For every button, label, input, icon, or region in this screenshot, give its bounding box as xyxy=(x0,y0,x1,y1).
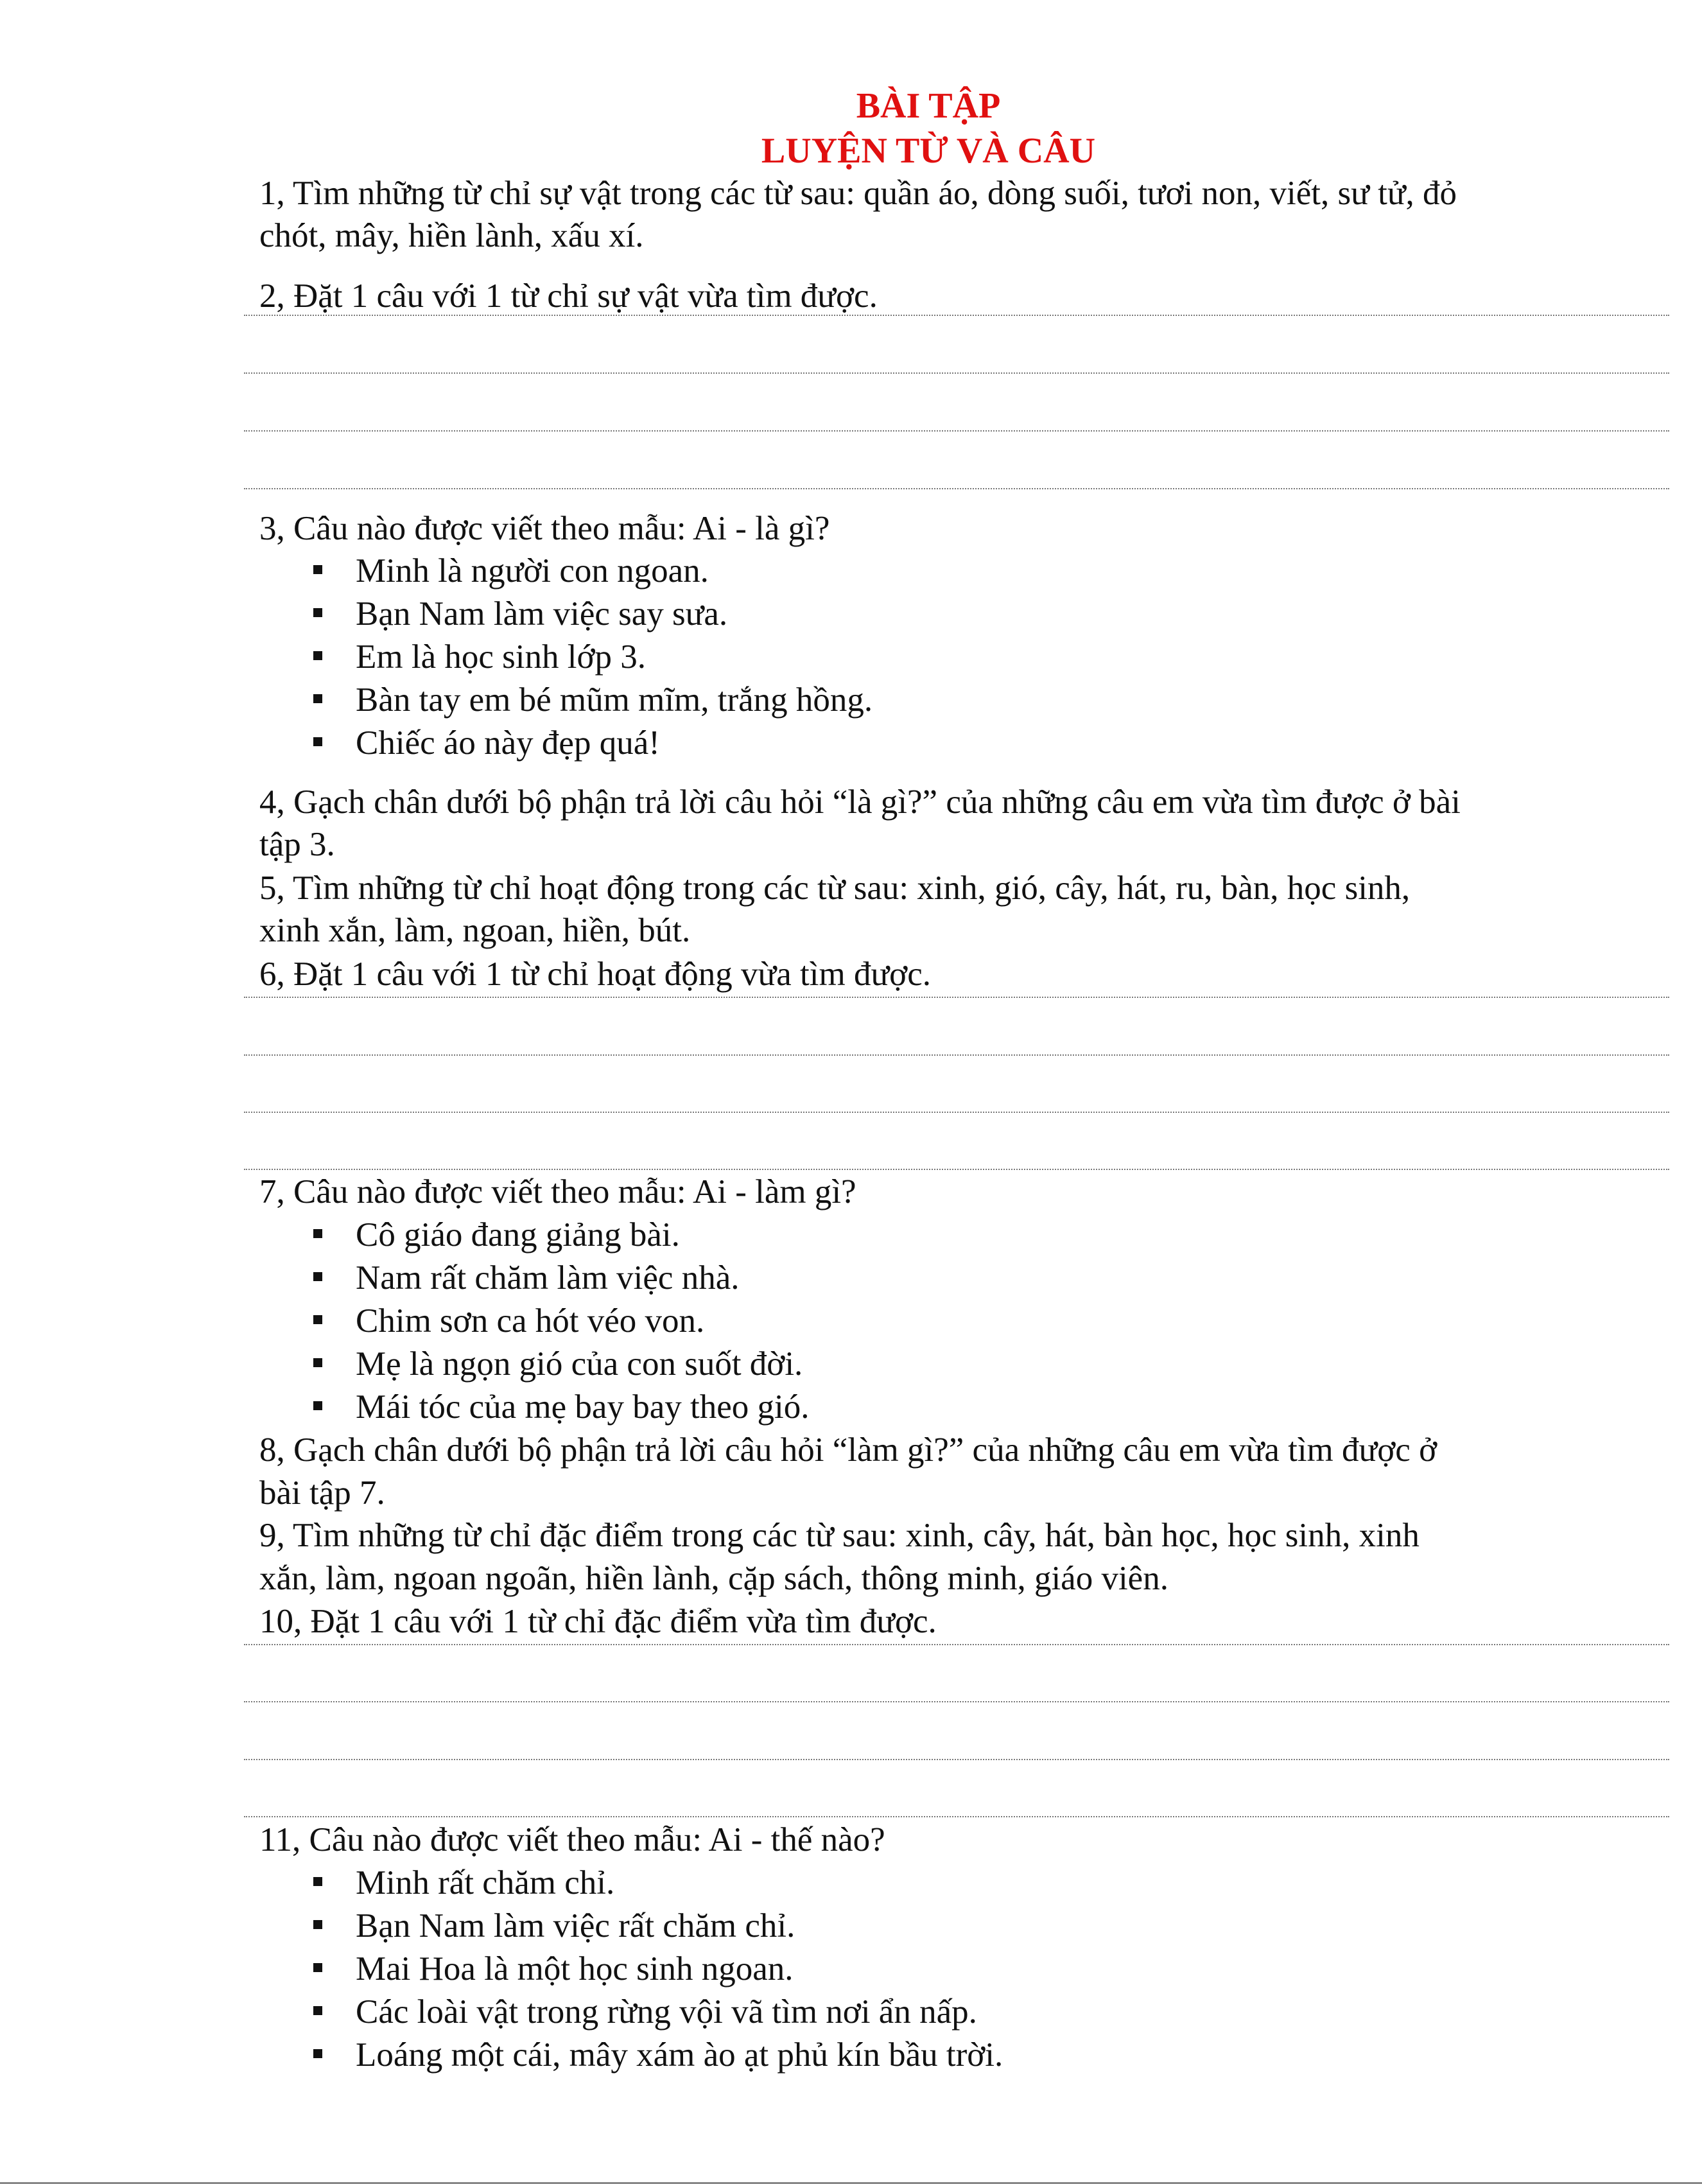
answer-line[interactable] xyxy=(244,488,1669,489)
exercise-5-line-2: xinh xắn, làm, ngoan, hiền, bút. xyxy=(259,912,691,949)
answer-line[interactable] xyxy=(244,1169,1669,1170)
bullet-icon xyxy=(313,737,322,746)
bullet-icon xyxy=(313,2049,322,2058)
answer-line[interactable] xyxy=(244,1759,1669,1760)
exercise-7-option: Mái tóc của mẹ bay bay theo gió. xyxy=(356,1388,810,1426)
bullet-icon xyxy=(313,565,322,574)
answer-line[interactable] xyxy=(244,997,1669,998)
bullet-icon xyxy=(313,1315,322,1324)
answer-line[interactable] xyxy=(244,372,1669,374)
exercise-4-line-2: tập 3. xyxy=(259,826,335,863)
exercise-3-option: Minh là người con ngoan. xyxy=(356,552,709,590)
exercise-7-question: 7, Câu nào được viết theo mẫu: Ai - làm gì? xyxy=(259,1173,856,1210)
answer-line[interactable] xyxy=(244,430,1669,432)
exercise-7-option: Chim sơn ca hót véo von. xyxy=(356,1302,705,1340)
exercise-7-option: Nam rất chăm làm việc nhà. xyxy=(356,1259,740,1297)
exercise-5-line-1: 5, Tìm những từ chỉ hoạt động trong các từ sau: xinh, gió, cây, hát, ru, bàn, học sinh, xyxy=(259,869,1411,907)
exercise-4-line-1: 4, Gạch chân dưới bộ phận trả lời câu hỏi “là gì?” của những câu em vừa tìm được ở bài xyxy=(259,783,1461,821)
bullet-icon xyxy=(313,1920,322,1929)
exercise-11-question: 11, Câu nào được viết theo mẫu: Ai - thế nào? xyxy=(259,1821,885,1858)
exercise-6-prompt: 6, Đặt 1 câu với 1 từ chỉ hoạt động vừa tìm được. xyxy=(259,956,931,993)
exercise-11-option: Minh rất chăm chỉ. xyxy=(356,1864,615,1901)
exercise-3-option: Bàn tay em bé mũm mĩm, trắng hồng. xyxy=(356,681,873,719)
bullet-icon xyxy=(313,1272,322,1281)
exercise-11-option: Loáng một cái, mây xám ào ạt phủ kín bầu trời. xyxy=(356,2036,1003,2074)
exercise-7-option: Cô giáo đang giảng bài. xyxy=(356,1216,680,1254)
bullet-icon xyxy=(313,1358,322,1367)
exercise-3-question: 3, Câu nào được viết theo mẫu: Ai - là gì? xyxy=(259,510,830,547)
exercise-3-option: Chiếc áo này đẹp quá! xyxy=(356,724,660,762)
bullet-icon xyxy=(313,608,322,617)
bullet-icon xyxy=(313,651,322,660)
bullet-icon xyxy=(313,1401,322,1410)
exercise-10-prompt: 10, Đặt 1 câu với 1 từ chỉ đặc điểm vừa tìm được. xyxy=(259,1603,937,1640)
exercise-7-option: Mẹ là ngọn gió của con suốt đời. xyxy=(356,1345,803,1383)
exercise-11-option: Mai Hoa là một học sinh ngoan. xyxy=(356,1950,794,1987)
exercise-8-line-1: 8, Gạch chân dưới bộ phận trả lời câu hỏi “làm gì?” của những câu em vừa tìm được ở xyxy=(259,1431,1437,1469)
bullet-icon xyxy=(313,694,322,703)
exercise-1-line-2: chót, mây, hiền lành, xấu xí. xyxy=(259,217,644,254)
exercise-11-option: Các loài vật trong rừng vội vã tìm nơi ẩn nấp. xyxy=(356,1993,977,2031)
exercise-9-line-2: xắn, làm, ngoan ngoãn, hiền lành, cặp sách, thông minh, giáo viên. xyxy=(259,1560,1168,1597)
title-line-2: LUYỆN TỪ VÀ CÂU xyxy=(761,131,1096,171)
answer-line[interactable] xyxy=(244,1054,1669,1056)
exercise-3-option: Em là học sinh lớp 3. xyxy=(356,638,646,676)
exercise-2-prompt: 2, Đặt 1 câu với 1 từ chỉ sự vật vừa tìm được. xyxy=(259,277,878,315)
exercise-3-option: Bạn Nam làm việc say sưa. xyxy=(356,595,728,633)
answer-line[interactable] xyxy=(244,315,1669,316)
bullet-icon xyxy=(313,2006,322,2015)
title-line-1: BÀI TẬP xyxy=(856,86,1001,126)
answer-line[interactable] xyxy=(244,1701,1669,1702)
bullet-icon xyxy=(313,1963,322,1972)
answer-line[interactable] xyxy=(244,1112,1669,1113)
exercise-1-line-1: 1, Tìm những từ chỉ sự vật trong các từ sau: quần áo, dòng suối, tươi non, viết, sư tử, đỏ xyxy=(259,175,1457,212)
bullet-icon xyxy=(313,1229,322,1238)
bullet-icon xyxy=(313,1877,322,1886)
exercise-8-line-2: bài tập 7. xyxy=(259,1474,385,1512)
answer-line[interactable] xyxy=(244,1816,1669,1817)
exercise-11-option: Bạn Nam làm việc rất chăm chỉ. xyxy=(356,1907,795,1944)
exercise-9-line-1: 9, Tìm những từ chỉ đặc điểm trong các từ sau: xinh, cây, hát, bàn học, học sinh, xinh xyxy=(259,1517,1420,1554)
answer-line[interactable] xyxy=(244,1644,1669,1645)
